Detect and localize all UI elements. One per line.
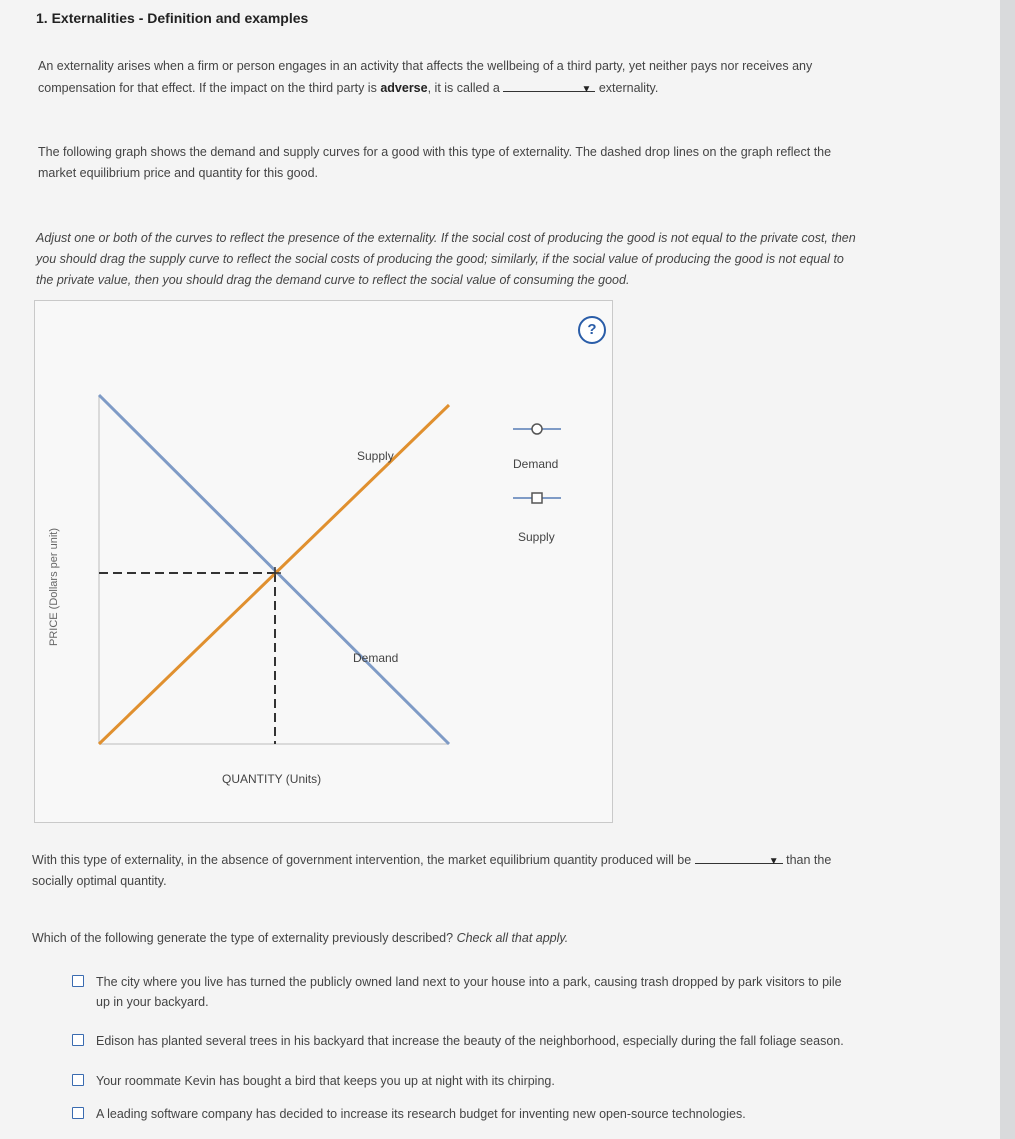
intro-text: compensation for that effect. If the impact on the third party is bbox=[38, 81, 377, 95]
graph-description bbox=[38, 142, 988, 184]
supply-demand-graph bbox=[35, 301, 612, 822]
question-examples-instruction: Check all that apply. bbox=[456, 931, 569, 945]
question-quantity-line-2: socially optimal quantity. bbox=[32, 874, 167, 888]
intro-paragraph bbox=[38, 56, 978, 99]
intro-line-1: An externality arises when a firm or person engages in an activity that affects the wellbeing of a third party, yet neither pays nor receives any bbox=[38, 59, 813, 73]
demand-curve-label: Demand bbox=[353, 651, 399, 665]
graph-desc-line-1: The following graph shows the demand and supply curves for a good with this type of externality. The dashed drop lines on the graph reflect the bbox=[38, 145, 832, 159]
option-trees[interactable] bbox=[72, 1031, 982, 1053]
question-examples-text: Which of the following generate the type of externality previously described? bbox=[32, 931, 454, 945]
intro-text-mid: , it is called a bbox=[427, 81, 500, 95]
page-edge bbox=[1000, 0, 1015, 1139]
externality-type-dropdown[interactable] bbox=[503, 77, 595, 95]
y-axis-title: PRICE (Dollars per unit) bbox=[48, 528, 60, 646]
option-text bbox=[96, 972, 842, 1012]
question-examples-prompt bbox=[32, 928, 982, 949]
option-text-line-1: The city where you live has turned the publicly owned land next to your house into a park, causing trash dropped by park visitors to pile bbox=[96, 975, 842, 989]
legend-demand-label: Demand bbox=[513, 457, 559, 471]
checkbox[interactable] bbox=[72, 975, 84, 987]
instructions-line-2: you should drag the supply curve to reflect the social costs of producing the good; similarly, if the social value of producing the good is not equal to bbox=[36, 252, 844, 266]
intro-bold-adverse: adverse bbox=[380, 81, 428, 95]
option-text: Edison has planted several trees in his backyard that increase the beauty of the neighborhood, especially during the fall foliage season. bbox=[96, 1034, 844, 1048]
option-software[interactable] bbox=[72, 1104, 982, 1126]
quantity-comparison-dropdown[interactable] bbox=[695, 849, 783, 867]
intro-text-post: externality. bbox=[598, 81, 659, 95]
graph-instructions bbox=[36, 228, 996, 291]
x-axis-title: QUANTITY (Units) bbox=[222, 772, 322, 786]
checkbox[interactable] bbox=[72, 1074, 84, 1086]
question-quantity-line-1 bbox=[32, 849, 982, 871]
question-heading: 1. Externalities - Definition and examples bbox=[36, 10, 309, 26]
question-quantity-text-post: than the bbox=[786, 853, 832, 867]
caret-down-icon: ▼ bbox=[581, 84, 592, 95]
option-text-line-2: up in your backyard. bbox=[96, 995, 209, 1009]
question-quantity bbox=[32, 849, 982, 892]
caret-down-icon: ▼ bbox=[768, 856, 779, 867]
legend-demand-marker-icon[interactable] bbox=[532, 424, 542, 434]
instructions-line-1: Adjust one or both of the curves to reflect the presence of the externality. If the social cost of producing the good is not equal to the private cost, then bbox=[36, 231, 856, 245]
option-text: Your roommate Kevin has bought a bird that keeps you up at night with its chirping. bbox=[96, 1074, 555, 1088]
legend-supply-label: Supply bbox=[518, 530, 555, 544]
option-park-trash[interactable] bbox=[72, 972, 982, 1016]
intro-line-2 bbox=[38, 77, 978, 99]
option-text: A leading software company has decided to increase its research budget for inventing new open-source technologies. bbox=[96, 1107, 746, 1121]
supply-curve-label: Supply bbox=[357, 449, 394, 463]
graph-panel bbox=[34, 300, 613, 823]
option-bird[interactable] bbox=[72, 1071, 982, 1093]
instructions-line-3: the private value, then you should drag the demand curve to reflect the social value of consuming the good. bbox=[36, 273, 630, 287]
checkbox[interactable] bbox=[72, 1107, 84, 1119]
checkbox[interactable] bbox=[72, 1034, 84, 1046]
question-quantity-text: With this type of externality, in the absence of government intervention, the market equilibrium quantity produced will be bbox=[32, 853, 692, 867]
graph-desc-line-2: market equilibrium price and quantity for this good. bbox=[38, 166, 319, 180]
help-icon[interactable]: ? bbox=[578, 316, 606, 344]
legend-supply-marker-icon[interactable] bbox=[532, 493, 542, 503]
